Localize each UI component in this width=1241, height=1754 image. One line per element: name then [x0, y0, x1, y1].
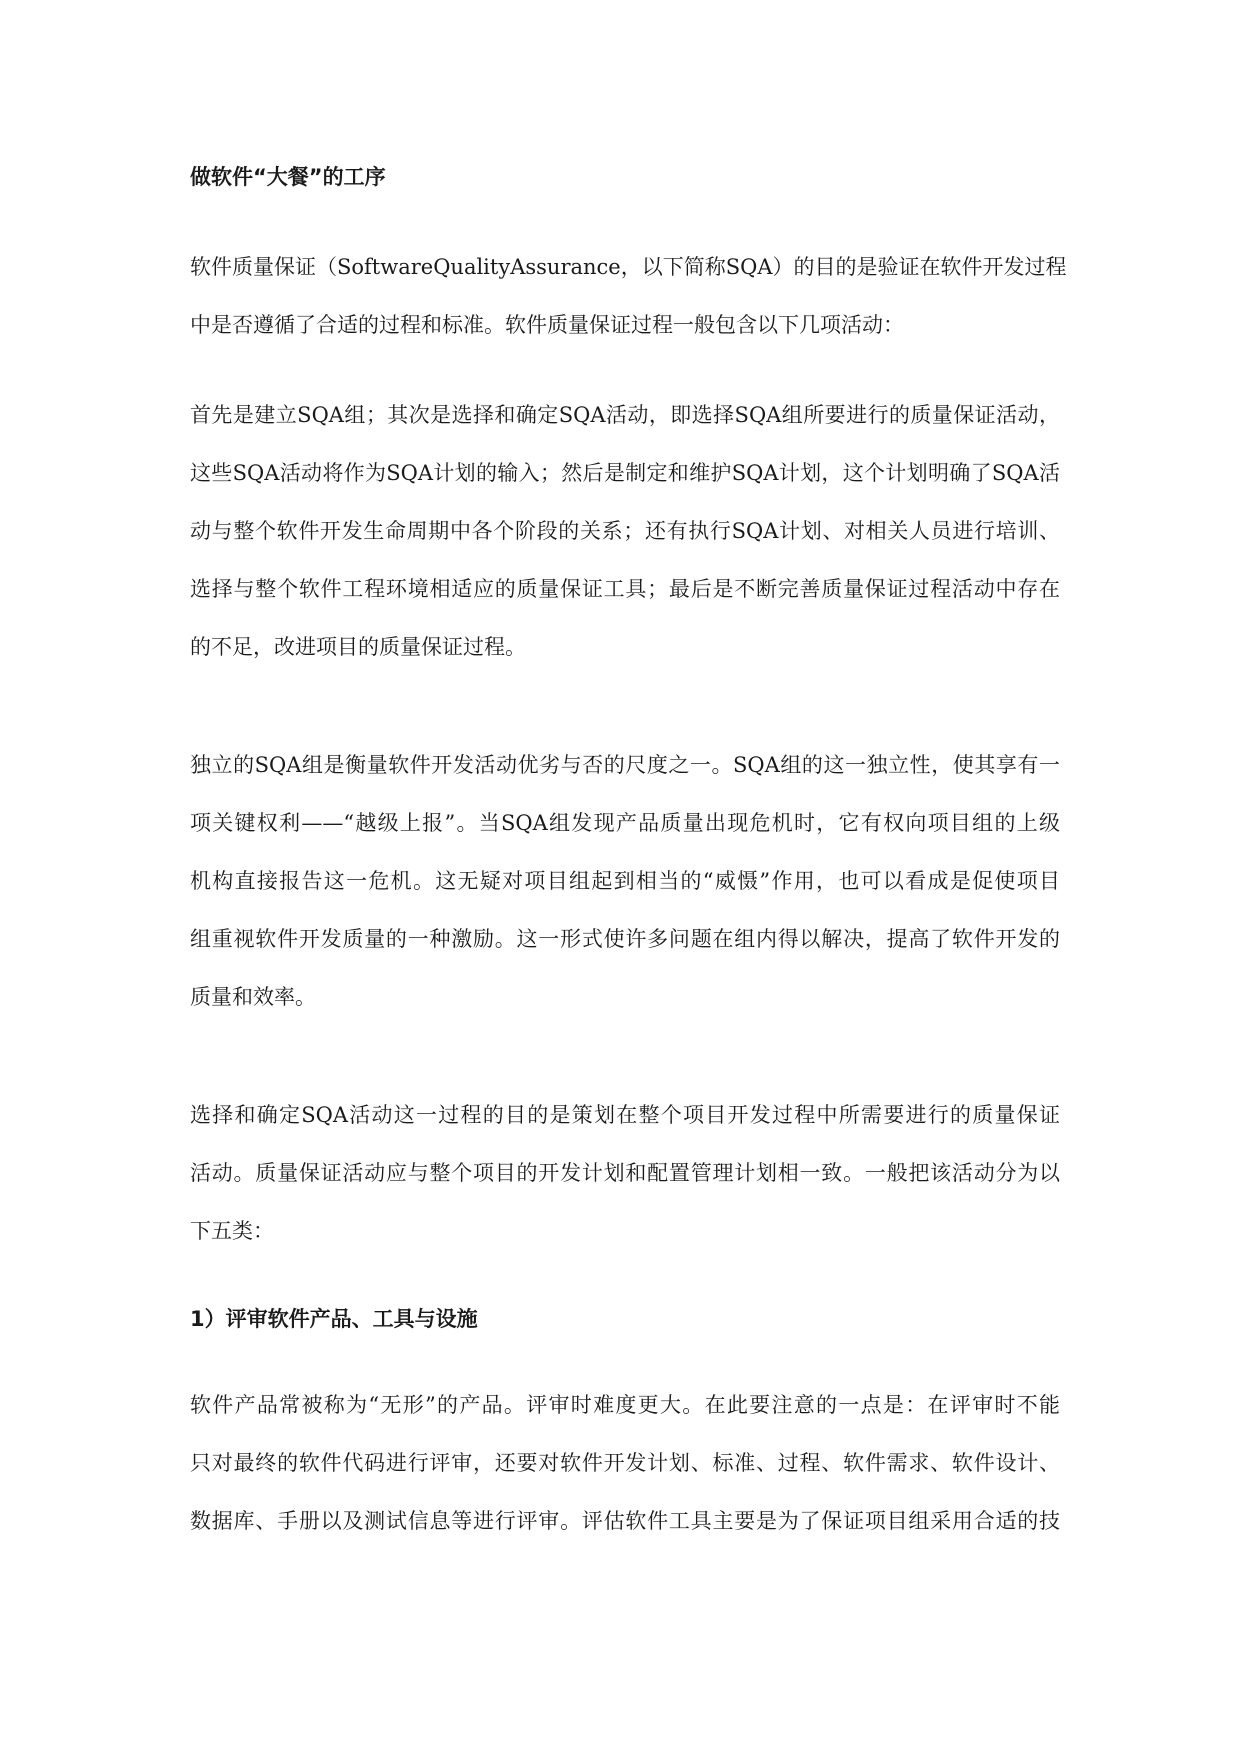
paragraph-line: 质量和效率。	[190, 985, 316, 1009]
paragraph-line: 组重视软件开发质量的一种激励。这一形式使许多问题在组内得以解决，提高了软件开发的	[190, 927, 1060, 951]
paragraph-line: 数据库、手册以及测试信息等进行评审。评估软件工具主要是为了保证项目组采用合适的技	[190, 1509, 1060, 1533]
paragraph-line: 选择和确定SQA活动这一过程的目的是策划在整个项目开发过程中所需要进行的质量保证	[190, 1103, 1060, 1127]
paragraph-line: 机构直接报告这一危机。这无疑对项目组起到相当的“威慑”作用，也可以看成是促使项目	[190, 869, 1060, 893]
section-heading: 1）评审软件产品、工具与设施	[190, 1307, 478, 1331]
paragraph-line: 只对最终的软件代码进行评审，还要对软件开发计划、标准、过程、软件需求、软件设计、	[190, 1451, 1060, 1475]
paragraph-sqa-independence	[190, 736, 1060, 1026]
paragraph-line: 的不足，改进项目的质量保证过程。	[190, 635, 526, 659]
paragraph-line: 独立的SQA组是衡量软件开发活动优劣与否的尺度之一。SQA组的这一独立性，使其享有一	[190, 753, 1060, 777]
paragraph-line: 动与整个软件开发生命周期中各个阶段的关系；还有执行SQA计划、对相关人员进行培训、	[190, 519, 1060, 543]
paragraph-line: 中是否遵循了合适的过程和标准。软件质量保证过程一般包含以下几项活动：	[190, 313, 904, 337]
paragraph-line: 项关键权利——“越级上报”。当SQA组发现产品质量出现危机时，它有权向项目组的上级	[190, 811, 1060, 835]
paragraph-sqa-planning	[190, 1086, 1060, 1260]
paragraph-line: 首先是建立SQA组；其次是选择和确定SQA活动，即选择SQA组所要进行的质量保证活动，	[190, 403, 1060, 427]
document-title: 做软件“大餐”的工序	[190, 165, 386, 189]
paragraph-line: 软件产品常被称为“无形”的产品。评审时难度更大。在此要注意的一点是：在评审时不能	[190, 1393, 1060, 1417]
paragraph-line: 选择与整个软件工程环境相适应的质量保证工具；最后是不断完善质量保证过程活动中存在	[190, 577, 1060, 601]
paragraph-sqa-activities	[190, 386, 1060, 676]
paragraph-line: 这些SQA活动将作为SQA计划的输入；然后是制定和维护SQA计划，这个计划明确了SQA活	[190, 461, 1060, 485]
paragraph-line: 下五类：	[190, 1219, 274, 1243]
paragraph-product-review	[190, 1376, 1060, 1550]
paragraph-line: 软件质量保证（SoftwareQualityAssurance，以下简称SQA）的目的是验证在软件开发过程	[190, 255, 1067, 279]
paragraph-sqa-purpose	[190, 238, 1067, 354]
paragraph-line: 活动。质量保证活动应与整个项目的开发计划和配置管理计划相一致。一般把该活动分为以	[190, 1161, 1060, 1185]
